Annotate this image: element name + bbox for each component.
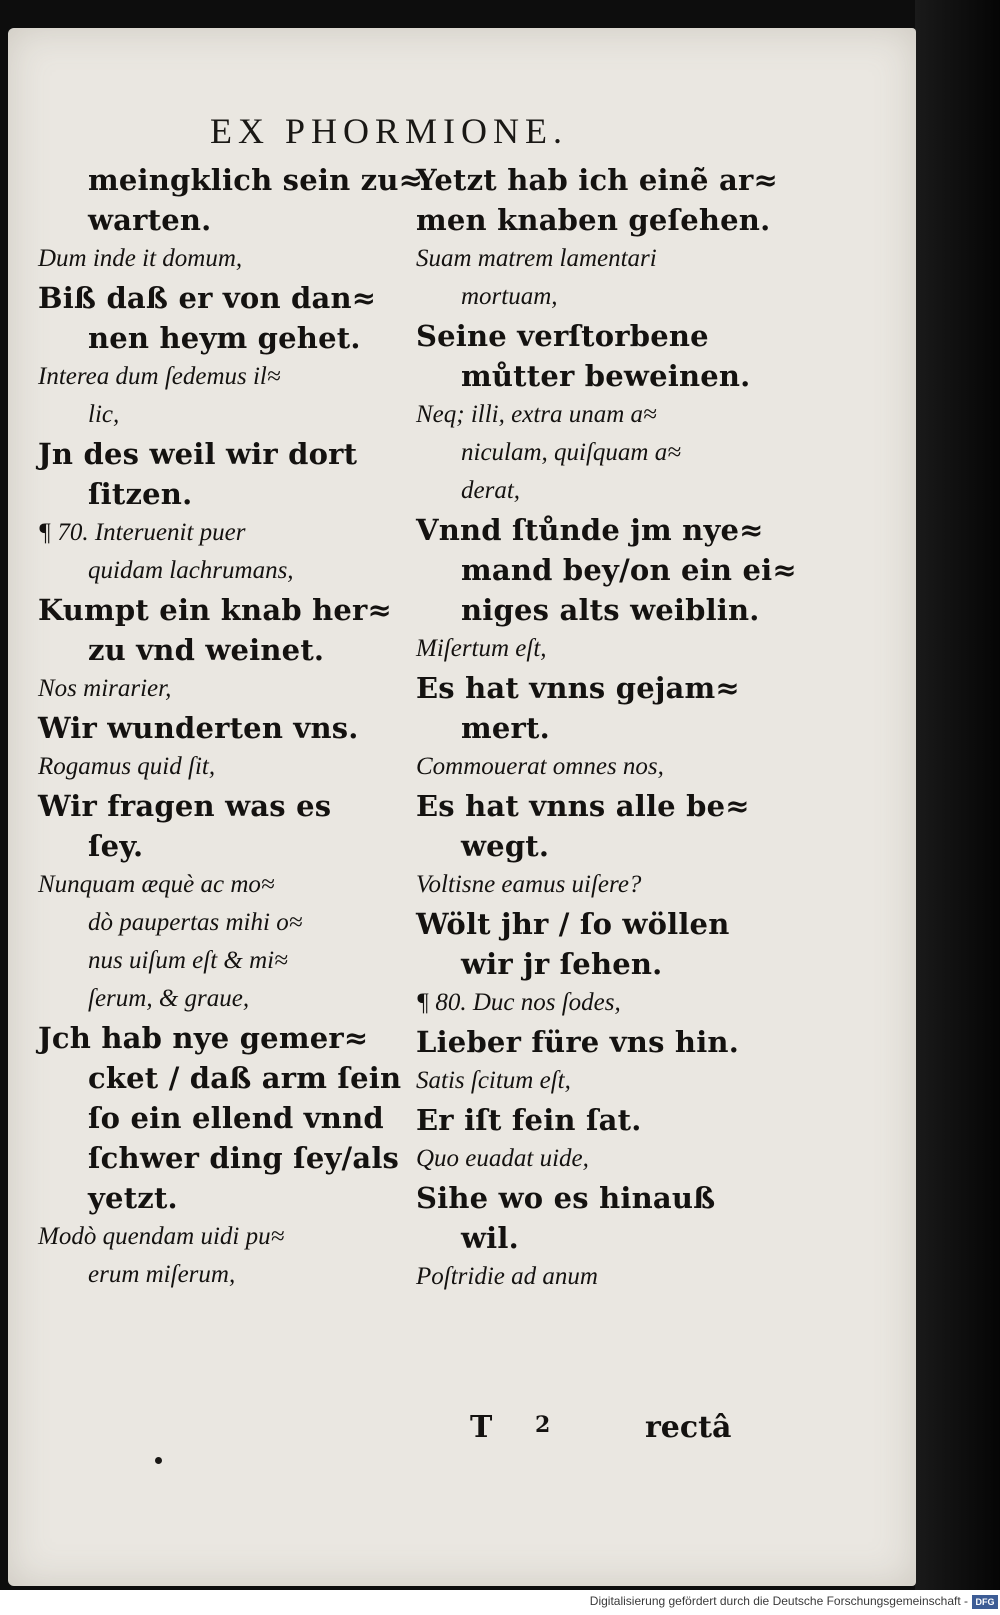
latin-line: niculam, quiſquam a≈ bbox=[461, 439, 681, 466]
latin-line: erum miſerum, bbox=[88, 1261, 236, 1288]
latin-line: ¶ 80. Duc nos ſodes, bbox=[416, 989, 621, 1016]
german-line: Jch hab nye gemer≈ bbox=[38, 1021, 369, 1055]
latin-line: Rogamus quid ſit, bbox=[38, 753, 216, 780]
latin-line: Interea dum ſedemus il≈ bbox=[38, 363, 281, 390]
german-line: zu vnd weinet. bbox=[88, 633, 325, 667]
german-line: Es hat vnns gejam≈ bbox=[416, 671, 740, 705]
latin-line: ¶ 70. Interuenit puer bbox=[38, 519, 246, 546]
catchword: rectâ bbox=[645, 1410, 732, 1445]
german-line: niges alts weiblin. bbox=[461, 593, 760, 627]
german-line: mert. bbox=[461, 711, 550, 745]
german-line: můtter beweinen. bbox=[461, 359, 751, 393]
german-line: Sihe wo es hinauß bbox=[416, 1181, 716, 1215]
latin-line: derat, bbox=[461, 477, 521, 504]
book-edge bbox=[915, 0, 1000, 1590]
latin-line: Miſertum eſt, bbox=[416, 635, 547, 662]
german-line: Jn des weil wir dort bbox=[38, 437, 358, 471]
latin-line: Quo euadat uide, bbox=[416, 1145, 589, 1172]
signature-number: 2 bbox=[535, 1412, 551, 1438]
right-column bbox=[416, 160, 796, 1296]
latin-line: Suam matrem lamentari bbox=[416, 245, 657, 272]
dfg-logo: DFG bbox=[972, 1595, 998, 1609]
ink-dot bbox=[155, 1457, 162, 1464]
german-line: Wölt jhr / ſo wöllen bbox=[416, 907, 730, 941]
german-line: yetzt. bbox=[88, 1181, 178, 1215]
german-line: Yetzt hab ich einẽ ar≈ bbox=[416, 163, 778, 197]
german-line: ſo ein ellend vnnd bbox=[88, 1101, 384, 1135]
latin-line: quidam lachrumans, bbox=[88, 557, 294, 584]
latin-line: Nos mirarier, bbox=[38, 675, 172, 702]
german-line: ſchwer ding ſey/als bbox=[88, 1141, 400, 1175]
german-line: cket / daß arm ſein bbox=[88, 1061, 402, 1095]
latin-line: nus uiſum eſt & mi≈ bbox=[88, 947, 288, 974]
german-line: Seine verſtorbene bbox=[416, 319, 709, 353]
signature-letter: T bbox=[470, 1410, 493, 1445]
latin-line: lic, bbox=[88, 401, 120, 428]
german-line: wir jr ſehen. bbox=[461, 947, 663, 981]
german-line: nen heym gehet. bbox=[88, 321, 361, 355]
digitization-footer bbox=[0, 1590, 1000, 1615]
german-line: Es hat vnns alle be≈ bbox=[416, 789, 750, 823]
latin-line: Modò quendam uidi pu≈ bbox=[38, 1223, 285, 1250]
german-line: wegt. bbox=[461, 829, 550, 863]
german-line: mand bey/on ein ei≈ bbox=[461, 553, 797, 587]
german-line: Kumpt ein knab her≈ bbox=[38, 593, 393, 627]
latin-line: ſerum, & graue, bbox=[88, 985, 250, 1012]
latin-line: Neq; illi, extra unam a≈ bbox=[416, 401, 657, 428]
latin-line: dò paupertas mihi o≈ bbox=[88, 909, 303, 936]
german-line: Lieber füre vns hin. bbox=[416, 1025, 739, 1059]
latin-line: mortuam, bbox=[461, 283, 558, 310]
left-column bbox=[38, 160, 424, 1294]
footer-credit: Digitalisierung gefördert durch die Deutsche Forschungsgemeinschaft - bbox=[589, 1594, 968, 1608]
german-line: Biß daß er von dan≈ bbox=[38, 281, 377, 315]
latin-line: Voltisne eamus uiſere? bbox=[416, 871, 642, 898]
latin-line: Satis ſcitum eſt, bbox=[416, 1067, 571, 1094]
german-line: Wir wunderten vns. bbox=[38, 711, 359, 745]
german-line: wil. bbox=[461, 1221, 519, 1255]
german-line: Er iſt fein ſat. bbox=[416, 1103, 642, 1137]
latin-line: Poſtridie ad anum bbox=[416, 1263, 598, 1290]
latin-line: Dum inde it domum, bbox=[38, 245, 243, 272]
german-line: ſitzen. bbox=[88, 477, 193, 511]
german-line: meingklich sein zu≈ bbox=[88, 163, 424, 197]
latin-line: Nunquam æquè ac mo≈ bbox=[38, 871, 275, 898]
german-line: warten. bbox=[88, 203, 212, 237]
running-head: EX PHORMIONE. bbox=[210, 111, 569, 151]
german-line: men knaben geſehen. bbox=[416, 203, 771, 237]
latin-line: Commouerat omnes nos, bbox=[416, 753, 664, 780]
german-line: Wir fragen was es bbox=[38, 789, 332, 823]
german-line: Vnnd ſtůnde jm nye≈ bbox=[416, 513, 764, 547]
german-line: ſey. bbox=[88, 829, 144, 863]
signature-line bbox=[470, 1410, 770, 1460]
